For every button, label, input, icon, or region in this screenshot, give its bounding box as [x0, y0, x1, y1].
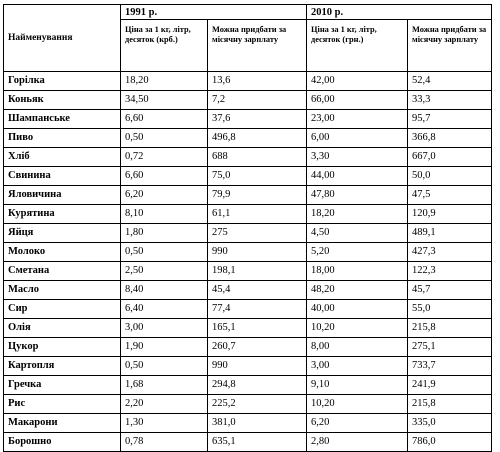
header-name: Найменування — [4, 5, 121, 72]
buy-2010-cell: 120,9 — [408, 205, 492, 224]
price-2010-cell: 10,20 — [307, 319, 408, 338]
name-cell: Шампанське — [4, 110, 121, 129]
name-cell: Хліб — [4, 148, 121, 167]
buy-2010-cell: 366,8 — [408, 129, 492, 148]
buy-1991-cell: 688 — [208, 148, 307, 167]
buy-2010-cell: 786,0 — [408, 433, 492, 452]
price-2010-cell: 9,10 — [307, 376, 408, 395]
header-price-2010: Ціна за 1 кг, літр, десяток (грн.) — [307, 20, 408, 72]
price-comparison-table — [3, 4, 492, 452]
buy-1991-cell: 79,9 — [208, 186, 307, 205]
buy-2010-cell: 489,1 — [408, 224, 492, 243]
price-2010-cell: 47,80 — [307, 186, 408, 205]
price-2010-cell: 66,00 — [307, 91, 408, 110]
table-row — [4, 243, 492, 262]
name-cell: Масло — [4, 281, 121, 300]
name-cell: Горілка — [4, 72, 121, 91]
buy-1991-cell: 37,6 — [208, 110, 307, 129]
buy-1991-cell: 294,8 — [208, 376, 307, 395]
header-price-1991: Ціна за 1 кг, літр, десяток (крб.) — [121, 20, 208, 72]
buy-2010-cell: 45,7 — [408, 281, 492, 300]
price-1991-cell: 0,50 — [121, 243, 208, 262]
buy-2010-cell: 95,7 — [408, 110, 492, 129]
buy-1991-cell: 61,1 — [208, 205, 307, 224]
price-2010-cell: 2,80 — [307, 433, 408, 452]
table-row — [4, 205, 492, 224]
buy-1991-cell: 75,0 — [208, 167, 307, 186]
price-2010-cell: 18,20 — [307, 205, 408, 224]
price-1991-cell: 1,80 — [121, 224, 208, 243]
buy-1991-cell: 990 — [208, 357, 307, 376]
price-2010-cell: 4,50 — [307, 224, 408, 243]
price-1991-cell: 34,50 — [121, 91, 208, 110]
buy-2010-cell: 215,8 — [408, 319, 492, 338]
header-year-1991: 1991 р. — [121, 5, 307, 20]
name-cell: Рис — [4, 395, 121, 414]
buy-2010-cell: 52,4 — [408, 72, 492, 91]
name-cell: Олія — [4, 319, 121, 338]
price-2010-cell: 10,20 — [307, 395, 408, 414]
price-1991-cell: 2,50 — [121, 262, 208, 281]
name-cell: Борошно — [4, 433, 121, 452]
table-row — [4, 319, 492, 338]
buy-2010-cell: 50,0 — [408, 167, 492, 186]
price-1991-cell: 6,60 — [121, 110, 208, 129]
price-1991-cell: 1,90 — [121, 338, 208, 357]
table-row — [4, 395, 492, 414]
price-2010-cell: 8,00 — [307, 338, 408, 357]
price-1991-cell: 8,40 — [121, 281, 208, 300]
table-row — [4, 338, 492, 357]
table-row — [4, 148, 492, 167]
name-cell: Макарони — [4, 414, 121, 433]
price-1991-cell: 6,60 — [121, 167, 208, 186]
price-1991-cell: 3,00 — [121, 319, 208, 338]
name-cell: Картопля — [4, 357, 121, 376]
price-1991-cell: 8,10 — [121, 205, 208, 224]
name-cell: Яйця — [4, 224, 121, 243]
buy-2010-cell: 335,0 — [408, 414, 492, 433]
buy-1991-cell: 496,8 — [208, 129, 307, 148]
buy-2010-cell: 47,5 — [408, 186, 492, 205]
buy-1991-cell: 381,0 — [208, 414, 307, 433]
price-1991-cell: 0,78 — [121, 433, 208, 452]
price-1991-cell: 1,68 — [121, 376, 208, 395]
buy-1991-cell: 275 — [208, 224, 307, 243]
table-row — [4, 376, 492, 395]
buy-1991-cell: 225,2 — [208, 395, 307, 414]
price-2010-cell: 5,20 — [307, 243, 408, 262]
price-1991-cell: 18,20 — [121, 72, 208, 91]
buy-2010-cell: 33,3 — [408, 91, 492, 110]
table-row — [4, 91, 492, 110]
table-row — [4, 129, 492, 148]
price-2010-cell: 6,20 — [307, 414, 408, 433]
table-row — [4, 224, 492, 243]
price-2010-cell: 48,20 — [307, 281, 408, 300]
buy-2010-cell: 55,0 — [408, 300, 492, 319]
price-2010-cell: 44,00 — [307, 167, 408, 186]
price-2010-cell: 42,00 — [307, 72, 408, 91]
buy-1991-cell: 77,4 — [208, 300, 307, 319]
header-buy-1991: Можна придбати за місячну зарплату — [208, 20, 307, 72]
name-cell: Цукор — [4, 338, 121, 357]
price-2010-cell: 23,00 — [307, 110, 408, 129]
buy-1991-cell: 198,1 — [208, 262, 307, 281]
table-row — [4, 433, 492, 452]
buy-1991-cell: 7,2 — [208, 91, 307, 110]
buy-2010-cell: 275,1 — [408, 338, 492, 357]
price-1991-cell: 1,30 — [121, 414, 208, 433]
name-cell: Молоко — [4, 243, 121, 262]
name-cell: Курятина — [4, 205, 121, 224]
price-2010-cell: 6,00 — [307, 129, 408, 148]
buy-1991-cell: 165,1 — [208, 319, 307, 338]
buy-2010-cell: 241,9 — [408, 376, 492, 395]
price-1991-cell: 0,50 — [121, 357, 208, 376]
table-row — [4, 281, 492, 300]
price-2010-cell: 3,30 — [307, 148, 408, 167]
name-cell: Коньяк — [4, 91, 121, 110]
table-row — [4, 357, 492, 376]
buy-2010-cell: 122,3 — [408, 262, 492, 281]
buy-1991-cell: 45,4 — [208, 281, 307, 300]
name-cell: Сметана — [4, 262, 121, 281]
price-2010-cell: 3,00 — [307, 357, 408, 376]
table-body — [4, 72, 492, 452]
table-row — [4, 167, 492, 186]
buy-2010-cell: 667,0 — [408, 148, 492, 167]
price-1991-cell: 6,40 — [121, 300, 208, 319]
price-1991-cell: 0,50 — [121, 129, 208, 148]
buy-2010-cell: 215,8 — [408, 395, 492, 414]
name-cell: Сир — [4, 300, 121, 319]
table-row — [4, 262, 492, 281]
buy-2010-cell: 733,7 — [408, 357, 492, 376]
buy-1991-cell: 990 — [208, 243, 307, 262]
price-1991-cell: 6,20 — [121, 186, 208, 205]
buy-2010-cell: 427,3 — [408, 243, 492, 262]
price-1991-cell: 2,20 — [121, 395, 208, 414]
table-row — [4, 414, 492, 433]
price-2010-cell: 18,00 — [307, 262, 408, 281]
price-1991-cell: 0,72 — [121, 148, 208, 167]
buy-1991-cell: 260,7 — [208, 338, 307, 357]
buy-1991-cell: 635,1 — [208, 433, 307, 452]
name-cell: Гречка — [4, 376, 121, 395]
name-cell: Пиво — [4, 129, 121, 148]
price-2010-cell: 40,00 — [307, 300, 408, 319]
buy-1991-cell: 13,6 — [208, 72, 307, 91]
table-row — [4, 72, 492, 91]
header-buy-2010: Можна придбати за місячну зарплату — [408, 20, 492, 72]
name-cell: Свинина — [4, 167, 121, 186]
table-row — [4, 300, 492, 319]
table-row — [4, 110, 492, 129]
table-row — [4, 186, 492, 205]
header-year-2010: 2010 р. — [307, 5, 492, 20]
name-cell: Яловичина — [4, 186, 121, 205]
